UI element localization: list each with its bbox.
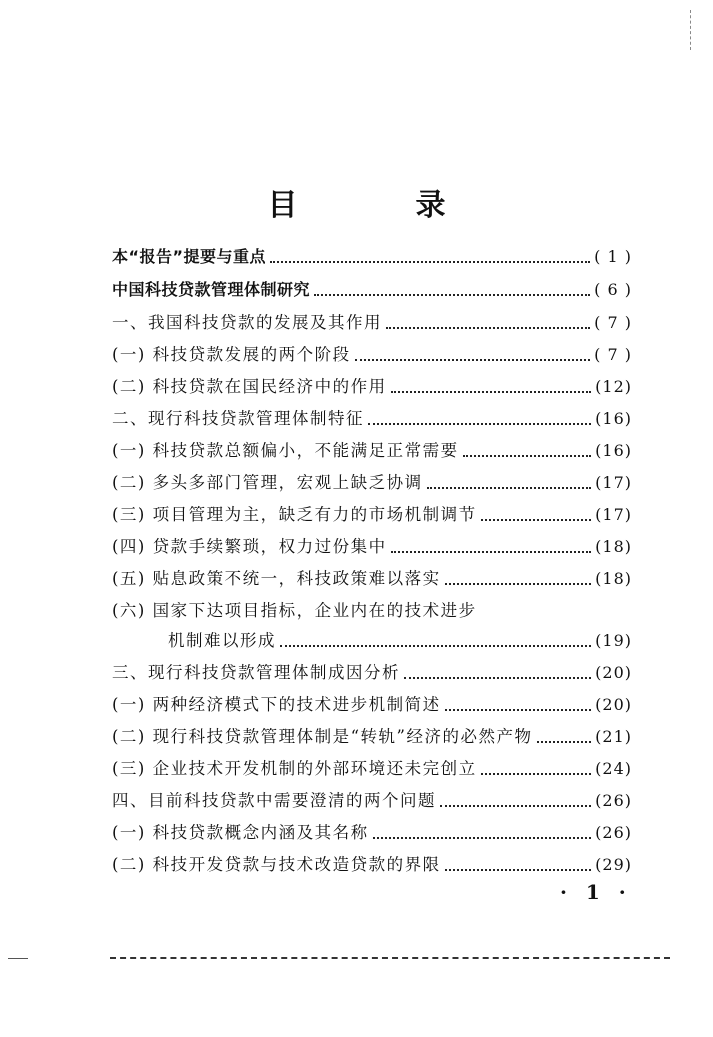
dot-leader bbox=[463, 455, 592, 457]
toc-entry bbox=[112, 661, 632, 685]
toc-label: 三、现行科技贷款管理体制成因分析 bbox=[112, 663, 400, 682]
toc-entry bbox=[112, 535, 632, 559]
dot-leader bbox=[440, 805, 591, 807]
dot-leader bbox=[314, 294, 590, 296]
toc-label: (三) 项目管理为主，缺乏有力的市场机制调节 bbox=[112, 505, 477, 524]
toc-label: (二) 科技开发贷款与技术改造贷款的界限 bbox=[112, 855, 441, 874]
toc-label: (二) 多头多部门管理，宏观上缺乏协调 bbox=[112, 473, 423, 492]
dot-leader bbox=[280, 645, 591, 647]
toc-entry bbox=[112, 439, 632, 463]
toc-page: (18) bbox=[595, 537, 632, 556]
scan-artifact bbox=[8, 958, 28, 959]
toc-entry bbox=[112, 853, 632, 877]
toc-page: (26) bbox=[595, 823, 632, 842]
toc-page: (21) bbox=[595, 727, 632, 746]
toc-page: (19) bbox=[595, 631, 632, 650]
toc-page: (24) bbox=[595, 759, 632, 778]
toc-entry bbox=[112, 693, 632, 717]
toc-entry bbox=[112, 503, 632, 527]
toc-label: 四、目前科技贷款中需要澄清的两个问题 bbox=[112, 791, 436, 810]
toc-label: 中国科技贷款管理体制研究 bbox=[112, 280, 311, 299]
toc-label: (一) 两种经济模式下的技术进步机制简述 bbox=[112, 695, 441, 714]
toc-entry bbox=[112, 245, 632, 269]
toc-entry bbox=[112, 375, 632, 399]
toc-entry bbox=[112, 725, 632, 749]
dot-leader bbox=[386, 327, 590, 329]
toc-entry bbox=[112, 757, 632, 781]
toc-page: ( 7 ) bbox=[594, 345, 632, 364]
toc-entry bbox=[112, 629, 632, 653]
toc-label: (二) 科技贷款在国民经济中的作用 bbox=[112, 377, 387, 396]
toc-label: (一) 科技贷款总额偏小，不能满足正常需要 bbox=[112, 441, 459, 460]
toc-page: (18) bbox=[595, 569, 632, 588]
dot-leader bbox=[427, 487, 592, 489]
toc-label: (四) 贷款手续繁琐，权力过份集中 bbox=[112, 537, 387, 556]
dot-leader bbox=[391, 551, 592, 553]
dot-leader bbox=[445, 869, 592, 871]
toc-page: (16) bbox=[595, 441, 632, 460]
toc-page: (26) bbox=[595, 791, 632, 810]
dot-leader bbox=[368, 423, 591, 425]
toc-page: ( 6 ) bbox=[594, 280, 632, 299]
dot-leader bbox=[481, 519, 592, 521]
toc-entry bbox=[112, 471, 632, 495]
dot-leader bbox=[373, 837, 592, 839]
toc-entry bbox=[112, 821, 632, 845]
toc-page: (29) bbox=[595, 855, 632, 874]
toc-entry bbox=[112, 789, 632, 813]
toc-label: 本“报告”提要与重点 bbox=[112, 247, 267, 266]
toc-page: ( 1 ) bbox=[594, 247, 632, 266]
toc-page: (16) bbox=[595, 409, 632, 428]
toc-page: (17) bbox=[595, 505, 632, 524]
toc-label: 二、现行科技贷款管理体制特征 bbox=[112, 409, 364, 428]
toc-entry bbox=[112, 311, 632, 335]
scan-edge-mark bbox=[690, 10, 691, 50]
toc-page: (12) bbox=[595, 377, 632, 396]
dot-leader bbox=[537, 741, 592, 743]
toc-entry bbox=[112, 278, 632, 302]
toc-entry bbox=[112, 343, 632, 367]
toc-label: (五) 贴息政策不统一，科技政策难以落实 bbox=[112, 569, 441, 588]
toc-entry bbox=[112, 407, 632, 431]
page-number: · 1 · bbox=[560, 880, 632, 904]
toc-label: 一、我国科技贷款的发展及其作用 bbox=[112, 313, 382, 332]
dot-leader bbox=[355, 359, 591, 361]
toc-page: ( 7 ) bbox=[594, 313, 632, 332]
dot-leader bbox=[404, 677, 591, 679]
toc-entry bbox=[112, 599, 632, 623]
toc-label: (二) 现行科技贷款管理体制是“转轨”经济的必然产物 bbox=[112, 727, 533, 746]
bottom-rule bbox=[110, 957, 670, 959]
toc-label: (一) 科技贷款发展的两个阶段 bbox=[112, 345, 351, 364]
toc-label: 机制难以形成 bbox=[168, 631, 276, 650]
dot-leader bbox=[481, 773, 592, 775]
dot-leader bbox=[270, 261, 590, 263]
toc-entry bbox=[112, 567, 632, 591]
page-title: 目 录 bbox=[267, 188, 490, 223]
toc-label: (六) 国家下达项目指标，企业内在的技术进步 bbox=[112, 601, 477, 620]
toc-label: (一) 科技贷款概念内涵及其名称 bbox=[112, 823, 369, 842]
dot-leader bbox=[445, 583, 592, 585]
dot-leader bbox=[445, 709, 592, 711]
toc-label: (三) 企业技术开发机制的外部环境还未完创立 bbox=[112, 759, 477, 778]
dot-leader bbox=[391, 391, 592, 393]
toc-page: (17) bbox=[595, 473, 632, 492]
toc-page: (20) bbox=[595, 663, 632, 682]
toc-page: (20) bbox=[595, 695, 632, 714]
